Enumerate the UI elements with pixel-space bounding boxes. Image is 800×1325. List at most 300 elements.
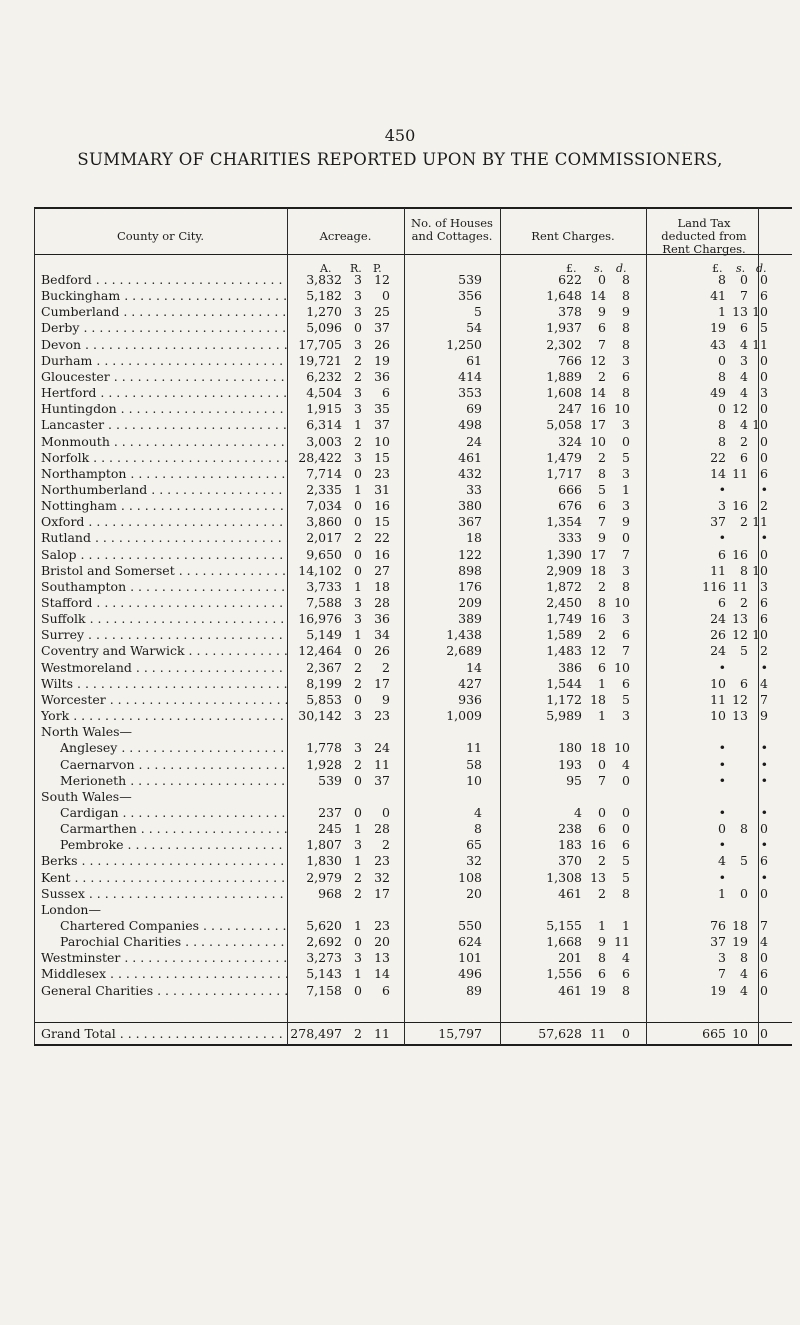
rent-shillings-cell: 0 <box>598 804 606 820</box>
tax-pence-cell: 0 <box>760 449 768 465</box>
rent-shillings-cell: 6 <box>598 821 606 837</box>
perches-cell: 31 <box>374 481 390 497</box>
tax-shillings-cell: 18 <box>732 918 748 933</box>
houses-cell: 18 <box>466 530 482 546</box>
grand-total-label: Grand Total . . . <box>41 1026 287 1041</box>
roods-cell: 2 <box>354 433 362 449</box>
table-row <box>0 740 800 756</box>
tax-pence-cell: • <box>760 659 768 675</box>
rent-shillings-cell: 16 <box>590 611 606 627</box>
rent-shillings-cell: 18 <box>590 691 606 707</box>
houses-cell: 58 <box>466 756 482 772</box>
acres-cell: 5,620 <box>306 918 342 933</box>
unit-perches: P. <box>373 262 382 275</box>
county-name: Kent . . . <box>41 870 287 885</box>
county-name: Oxford . . . <box>41 514 287 529</box>
tax-pounds-cell: 8 <box>718 272 726 287</box>
roods-cell: 0 <box>354 562 362 578</box>
rent-pounds-cell: 766 <box>558 352 582 368</box>
table-row <box>0 579 800 595</box>
tax-pounds-cell: 6 <box>718 595 726 610</box>
acres-cell: 9,650 <box>306 546 342 562</box>
roods-cell: 2 <box>354 368 362 384</box>
table-row <box>0 547 800 563</box>
acres-cell: 3,003 <box>306 433 342 449</box>
perches-cell: 6 <box>382 982 390 998</box>
unit-tax-pounds: £. <box>712 262 723 275</box>
acres-cell: 2,979 <box>306 869 342 885</box>
tax-pence-cell: 0 <box>760 368 768 384</box>
rent-pence-cell: 3 <box>622 417 630 433</box>
acres-cell: 30,142 <box>298 708 342 724</box>
rent-pence-cell: 6 <box>622 675 630 691</box>
tax-shillings-cell: 5 <box>740 853 748 869</box>
houses-cell: 8 <box>474 821 482 837</box>
rent-pence-cell: 3 <box>622 611 630 627</box>
tax-pence-cell: 6 <box>760 966 768 982</box>
rent-pence-cell: 1 <box>622 918 630 933</box>
rent-pence-cell: 4 <box>622 756 630 772</box>
rent-pence-cell: 0 <box>622 821 630 837</box>
tax-pounds-cell: 11 <box>710 691 726 707</box>
tax-shillings-cell: 4 <box>740 385 748 401</box>
tax-pounds-cell: 4 <box>718 853 726 869</box>
rent-pounds-cell: 676 <box>558 498 582 514</box>
header-rent: Rent Charges. <box>531 229 615 243</box>
total-rent-pence: 0 <box>622 1026 630 1041</box>
county-name: Durham . . . <box>41 353 287 368</box>
county-name: Monmouth . . . <box>41 434 287 449</box>
tax-pence-cell: 10 <box>752 417 768 433</box>
rent-pounds-cell: 183 <box>558 837 582 853</box>
tax-pounds-cell: 26 <box>710 627 726 643</box>
tax-pounds-cell: • <box>718 756 726 772</box>
table-row <box>0 304 800 320</box>
total-tax-pounds: 665 <box>702 1026 726 1041</box>
tax-shillings-cell: 4 <box>740 368 748 384</box>
county-name: Bristol and Somerset . . . <box>41 563 287 578</box>
rent-pounds-cell: 247 <box>558 401 582 417</box>
houses-cell: 461 <box>458 449 482 465</box>
roods-cell: 1 <box>354 481 362 497</box>
rent-pounds-cell: 1,172 <box>546 691 582 707</box>
houses-cell: 414 <box>458 368 482 384</box>
group-heading-row <box>0 902 800 918</box>
perches-cell: 10 <box>374 433 390 449</box>
houses-cell: 11 <box>466 740 482 756</box>
tax-pence-cell: 0 <box>760 982 768 998</box>
tax-shillings-cell: 6 <box>740 449 748 465</box>
rent-pounds-cell: 1,608 <box>546 385 582 401</box>
perches-cell: 28 <box>374 595 390 610</box>
roods-cell: 2 <box>354 659 362 675</box>
county-name: York . . . <box>41 708 287 723</box>
rent-pounds-cell: 1,648 <box>546 288 582 304</box>
tax-pence-cell: 10 <box>752 627 768 643</box>
rent-shillings-cell: 2 <box>598 853 606 869</box>
rent-shillings-cell: 8 <box>598 950 606 966</box>
tax-pounds-cell: 24 <box>710 611 726 627</box>
houses-cell: 69 <box>466 401 482 417</box>
perches-cell: 19 <box>374 352 390 368</box>
county-name: Salop . . . <box>41 547 287 562</box>
houses-cell: 624 <box>458 934 482 950</box>
table-row <box>0 272 800 288</box>
tax-pounds-cell: 10 <box>710 675 726 691</box>
tax-pence-cell: 0 <box>760 821 768 837</box>
county-name: Southampton . . . <box>41 579 287 594</box>
rent-pounds-cell: 1,308 <box>546 869 582 885</box>
acres-cell: 7,714 <box>306 465 342 481</box>
table-row <box>0 757 800 773</box>
tax-pence-cell: 0 <box>760 546 768 562</box>
roods-cell: 3 <box>354 401 362 417</box>
tax-pence-cell: • <box>760 837 768 853</box>
rent-shillings-cell: 10 <box>590 433 606 449</box>
tax-pence-cell: 2 <box>760 643 768 659</box>
rent-shillings-cell: 19 <box>590 982 606 998</box>
perches-cell: 37 <box>374 320 390 336</box>
perches-cell: 6 <box>382 385 390 401</box>
acres-cell: 7,158 <box>306 982 342 998</box>
rent-shillings-cell: 1 <box>598 918 606 933</box>
perches-cell: 17 <box>374 885 390 901</box>
table-row <box>0 401 800 417</box>
tax-pence-cell: 5 <box>760 320 768 336</box>
tax-pounds-cell: 22 <box>710 449 726 465</box>
houses-cell: 427 <box>458 675 482 691</box>
unit-acres: A. <box>320 262 332 275</box>
total-top-rule <box>34 1022 792 1023</box>
county-name: Westminster . . . <box>41 950 287 965</box>
tax-shillings-cell: 12 <box>732 627 748 643</box>
rent-shillings-cell: 8 <box>598 595 606 610</box>
rent-pence-cell: 7 <box>622 546 630 562</box>
roods-cell: 3 <box>354 611 362 627</box>
table-row <box>0 886 800 902</box>
roods-cell: 3 <box>354 336 362 352</box>
perches-cell: 18 <box>374 578 390 594</box>
table-row <box>0 595 800 611</box>
tax-pounds-cell: 43 <box>710 336 726 352</box>
page-number: 450 <box>384 126 416 145</box>
houses-cell: 61 <box>466 352 482 368</box>
houses-cell: 1,009 <box>446 708 482 724</box>
rent-pence-cell: 8 <box>622 288 630 304</box>
tax-shillings-cell: 12 <box>732 401 748 417</box>
header-acreage: Acreage. <box>319 229 372 243</box>
rent-pence-cell: 5 <box>622 449 630 465</box>
perches-cell: 28 <box>374 821 390 837</box>
rent-shillings-cell: 2 <box>598 578 606 594</box>
rent-pounds-cell: 5,058 <box>546 417 582 433</box>
tax-shillings-cell: 4 <box>740 966 748 982</box>
county-name: Norfolk . . . <box>41 450 287 465</box>
tax-pence-cell: • <box>760 869 768 885</box>
tax-shillings-cell: 13 <box>732 708 748 724</box>
tax-shillings-cell: 8 <box>740 950 748 966</box>
roods-cell: 0 <box>354 514 362 530</box>
perches-cell: 36 <box>374 611 390 627</box>
tax-pounds-cell: 7 <box>718 966 726 982</box>
tax-pounds-cell: 11 <box>710 562 726 578</box>
table-row <box>0 660 800 676</box>
table-row <box>0 514 800 530</box>
tax-pounds-cell: 10 <box>710 708 726 724</box>
acres-cell: 8,199 <box>306 675 342 691</box>
table-row <box>0 950 800 966</box>
rent-pounds-cell: 193 <box>558 756 582 772</box>
tax-pence-cell: 0 <box>760 950 768 966</box>
tax-pence-cell: 6 <box>760 853 768 869</box>
acres-cell: 3,273 <box>306 950 342 966</box>
group-heading: South Wales— <box>41 788 132 804</box>
rent-pence-cell: 10 <box>614 740 630 756</box>
rent-pence-cell: 5 <box>622 691 630 707</box>
table-row <box>0 870 800 886</box>
table-row <box>0 966 800 982</box>
rent-pence-cell: 9 <box>622 304 630 320</box>
perches-cell: 17 <box>374 675 390 691</box>
rent-pence-cell: 6 <box>622 627 630 643</box>
tax-pounds-cell: • <box>718 837 726 853</box>
acres-cell: 1,915 <box>306 401 342 417</box>
rent-pence-cell: 11 <box>614 934 630 950</box>
tax-pounds-cell: • <box>718 740 726 756</box>
group-heading: North Wales— <box>41 724 133 740</box>
rent-pence-cell: 8 <box>622 578 630 594</box>
rent-pounds-cell: 324 <box>558 433 582 449</box>
tax-shillings-cell: 2 <box>740 433 748 449</box>
tax-pounds-cell: 3 <box>718 498 726 514</box>
rent-shillings-cell: 1 <box>598 675 606 691</box>
tax-shillings-cell: 7 <box>740 288 748 304</box>
rent-pounds-cell: 378 <box>558 304 582 320</box>
rent-pence-cell: 7 <box>622 643 630 659</box>
tax-shillings-cell: 0 <box>740 885 748 901</box>
rent-pence-cell: 5 <box>622 869 630 885</box>
houses-cell: 380 <box>458 498 482 514</box>
county-name: Lancaster . . . <box>41 417 287 432</box>
roods-cell: 1 <box>354 966 362 982</box>
page-title: SUMMARY OF CHARITIES REPORTED UPON BY THE COMMISSIONERS, <box>77 150 723 169</box>
table-row <box>0 676 800 692</box>
houses-cell: 389 <box>458 611 482 627</box>
county-name: Wilts . . . <box>41 676 287 691</box>
total-rent-pounds: 57,628 <box>538 1026 582 1041</box>
table-row <box>0 369 800 385</box>
perches-cell: 16 <box>374 546 390 562</box>
roods-cell: 2 <box>354 885 362 901</box>
houses-cell: 496 <box>458 966 482 982</box>
houses-cell: 176 <box>458 578 482 594</box>
perches-cell: 2 <box>382 837 390 853</box>
county-name: Cardigan . . . <box>60 805 287 820</box>
tax-shillings-cell: 4 <box>740 336 748 352</box>
rent-pence-cell: 0 <box>622 804 630 820</box>
rent-shillings-cell: 2 <box>598 449 606 465</box>
tax-shillings-cell: 4 <box>740 982 748 998</box>
group-heading-row <box>0 789 800 805</box>
total-acres: 278,497 <box>290 1026 342 1041</box>
acres-cell: 7,588 <box>306 595 342 610</box>
tax-pence-cell: 0 <box>760 272 768 287</box>
tax-shillings-cell: 12 <box>732 691 748 707</box>
rent-pence-cell: 6 <box>622 966 630 982</box>
houses-cell: 209 <box>458 595 482 610</box>
county-name: Caernarvon . . . <box>60 757 287 772</box>
roods-cell: 1 <box>354 821 362 837</box>
total-houses: 15,797 <box>438 1026 482 1041</box>
county-name: Stafford . . . <box>41 595 287 610</box>
perches-cell: 34 <box>374 627 390 643</box>
unit-roods: R. <box>350 262 362 275</box>
houses-cell: 14 <box>466 659 482 675</box>
rent-shillings-cell: 5 <box>598 481 606 497</box>
rent-pounds-cell: 1,483 <box>546 643 582 659</box>
tax-pounds-cell: 0 <box>718 401 726 417</box>
tax-pounds-cell: 8 <box>718 433 726 449</box>
rent-pounds-cell: 1,668 <box>546 934 582 950</box>
county-name: Cumberland . . . <box>41 304 287 319</box>
rent-shillings-cell: 6 <box>598 966 606 982</box>
total-roods: 2 <box>354 1026 362 1041</box>
perches-cell: 23 <box>374 853 390 869</box>
roods-cell: 3 <box>354 950 362 966</box>
rent-pounds-cell: 1,390 <box>546 546 582 562</box>
table-top-rule <box>34 207 792 209</box>
tax-pence-cell: 6 <box>760 288 768 304</box>
acres-cell: 3,733 <box>306 578 342 594</box>
tax-pence-cell: • <box>760 530 768 546</box>
acres-cell: 28,422 <box>298 449 342 465</box>
rent-pounds-cell: 1,589 <box>546 627 582 643</box>
houses-cell: 122 <box>458 546 482 562</box>
rent-pence-cell: 10 <box>614 401 630 417</box>
acres-cell: 2,367 <box>306 659 342 675</box>
acres-cell: 6,314 <box>306 417 342 433</box>
rent-shillings-cell: 14 <box>590 288 606 304</box>
rent-shillings-cell: 16 <box>590 401 606 417</box>
tax-pounds-cell: 37 <box>710 934 726 950</box>
tax-pounds-cell: 41 <box>710 288 726 304</box>
rent-shillings-cell: 17 <box>590 417 606 433</box>
total-tax-pence: 0 <box>760 1026 768 1041</box>
perches-cell: 23 <box>374 708 390 724</box>
perches-cell: 14 <box>374 966 390 982</box>
county-name: Anglesey . . . <box>60 740 287 755</box>
tax-pence-cell: 2 <box>760 498 768 514</box>
tax-pence-cell: • <box>760 740 768 756</box>
table-row <box>0 611 800 627</box>
houses-cell: 101 <box>458 950 482 966</box>
tax-pounds-cell: 14 <box>710 465 726 481</box>
total-perches: 11 <box>374 1026 390 1041</box>
roods-cell: 3 <box>354 449 362 465</box>
rent-pence-cell: 1 <box>622 481 630 497</box>
table-row <box>0 450 800 466</box>
rent-pounds-cell: 370 <box>558 853 582 869</box>
rent-shillings-cell: 6 <box>598 498 606 514</box>
roods-cell: 1 <box>354 627 362 643</box>
county-name: Huntingdon . . . <box>41 401 287 416</box>
acres-cell: 1,807 <box>306 837 342 853</box>
rent-pounds-cell: 2,302 <box>546 336 582 352</box>
acres-cell: 968 <box>318 885 342 901</box>
rent-pounds-cell: 461 <box>558 982 582 998</box>
rent-pounds-cell: 333 <box>558 530 582 546</box>
tax-pence-cell: 10 <box>752 562 768 578</box>
acres-cell: 4,504 <box>306 385 342 401</box>
table-row <box>0 773 800 789</box>
rent-pence-cell: 10 <box>614 595 630 610</box>
perches-cell: 16 <box>374 498 390 514</box>
county-name: Surrey . . . <box>41 627 287 642</box>
acres-cell: 5,149 <box>306 627 342 643</box>
rent-pounds-cell: 1,937 <box>546 320 582 336</box>
roods-cell: 2 <box>354 352 362 368</box>
rent-pence-cell: 6 <box>622 368 630 384</box>
rent-pence-cell: 10 <box>614 659 630 675</box>
perches-cell: 26 <box>374 336 390 352</box>
houses-cell: 539 <box>458 272 482 287</box>
tax-pounds-cell: • <box>718 481 726 497</box>
tax-pounds-cell: 3 <box>718 950 726 966</box>
tax-pence-cell: • <box>760 772 768 788</box>
roods-cell: 0 <box>354 546 362 562</box>
houses-cell: 898 <box>458 562 482 578</box>
roods-cell: 3 <box>354 740 362 756</box>
roods-cell: 0 <box>354 804 362 820</box>
acres-cell: 2,692 <box>306 934 342 950</box>
table-row <box>0 821 800 837</box>
houses-cell: 89 <box>466 982 482 998</box>
rent-pounds-cell: 1,749 <box>546 611 582 627</box>
rent-pounds-cell: 622 <box>558 272 582 287</box>
houses-cell: 550 <box>458 918 482 933</box>
perches-cell: 37 <box>374 772 390 788</box>
tax-shillings-cell: 13 <box>732 304 748 320</box>
tax-pounds-cell: 116 <box>702 578 726 594</box>
rent-shillings-cell: 17 <box>590 546 606 562</box>
tax-shillings-cell: 4 <box>740 417 748 433</box>
tax-pounds-cell: 37 <box>710 514 726 530</box>
houses-cell: 33 <box>466 481 482 497</box>
table-row <box>0 498 800 514</box>
houses-cell: 10 <box>466 772 482 788</box>
acres-cell: 1,270 <box>306 304 342 320</box>
acres-cell: 3,860 <box>306 514 342 530</box>
county-name: Middlesex . . . <box>41 966 287 981</box>
rent-pence-cell: 8 <box>622 982 630 998</box>
county-name: Chartered Companies . . . <box>60 918 287 933</box>
total-tax-shillings: 10 <box>732 1026 748 1041</box>
acres-cell: 6,232 <box>306 368 342 384</box>
table-row <box>0 563 800 579</box>
table-row <box>0 918 800 934</box>
county-name: Northumberland . . . <box>41 482 287 497</box>
roods-cell: 1 <box>354 918 362 933</box>
county-name: Hertford . . . <box>41 385 287 400</box>
table-row <box>0 708 800 724</box>
acres-cell: 5,096 <box>306 320 342 336</box>
tax-pence-cell: 10 <box>752 304 768 320</box>
tax-pounds-cell: 0 <box>718 352 726 368</box>
houses-cell: 5 <box>474 304 482 320</box>
rent-shillings-cell: 9 <box>598 304 606 320</box>
tax-pounds-cell: • <box>718 804 726 820</box>
acres-cell: 237 <box>318 804 342 820</box>
